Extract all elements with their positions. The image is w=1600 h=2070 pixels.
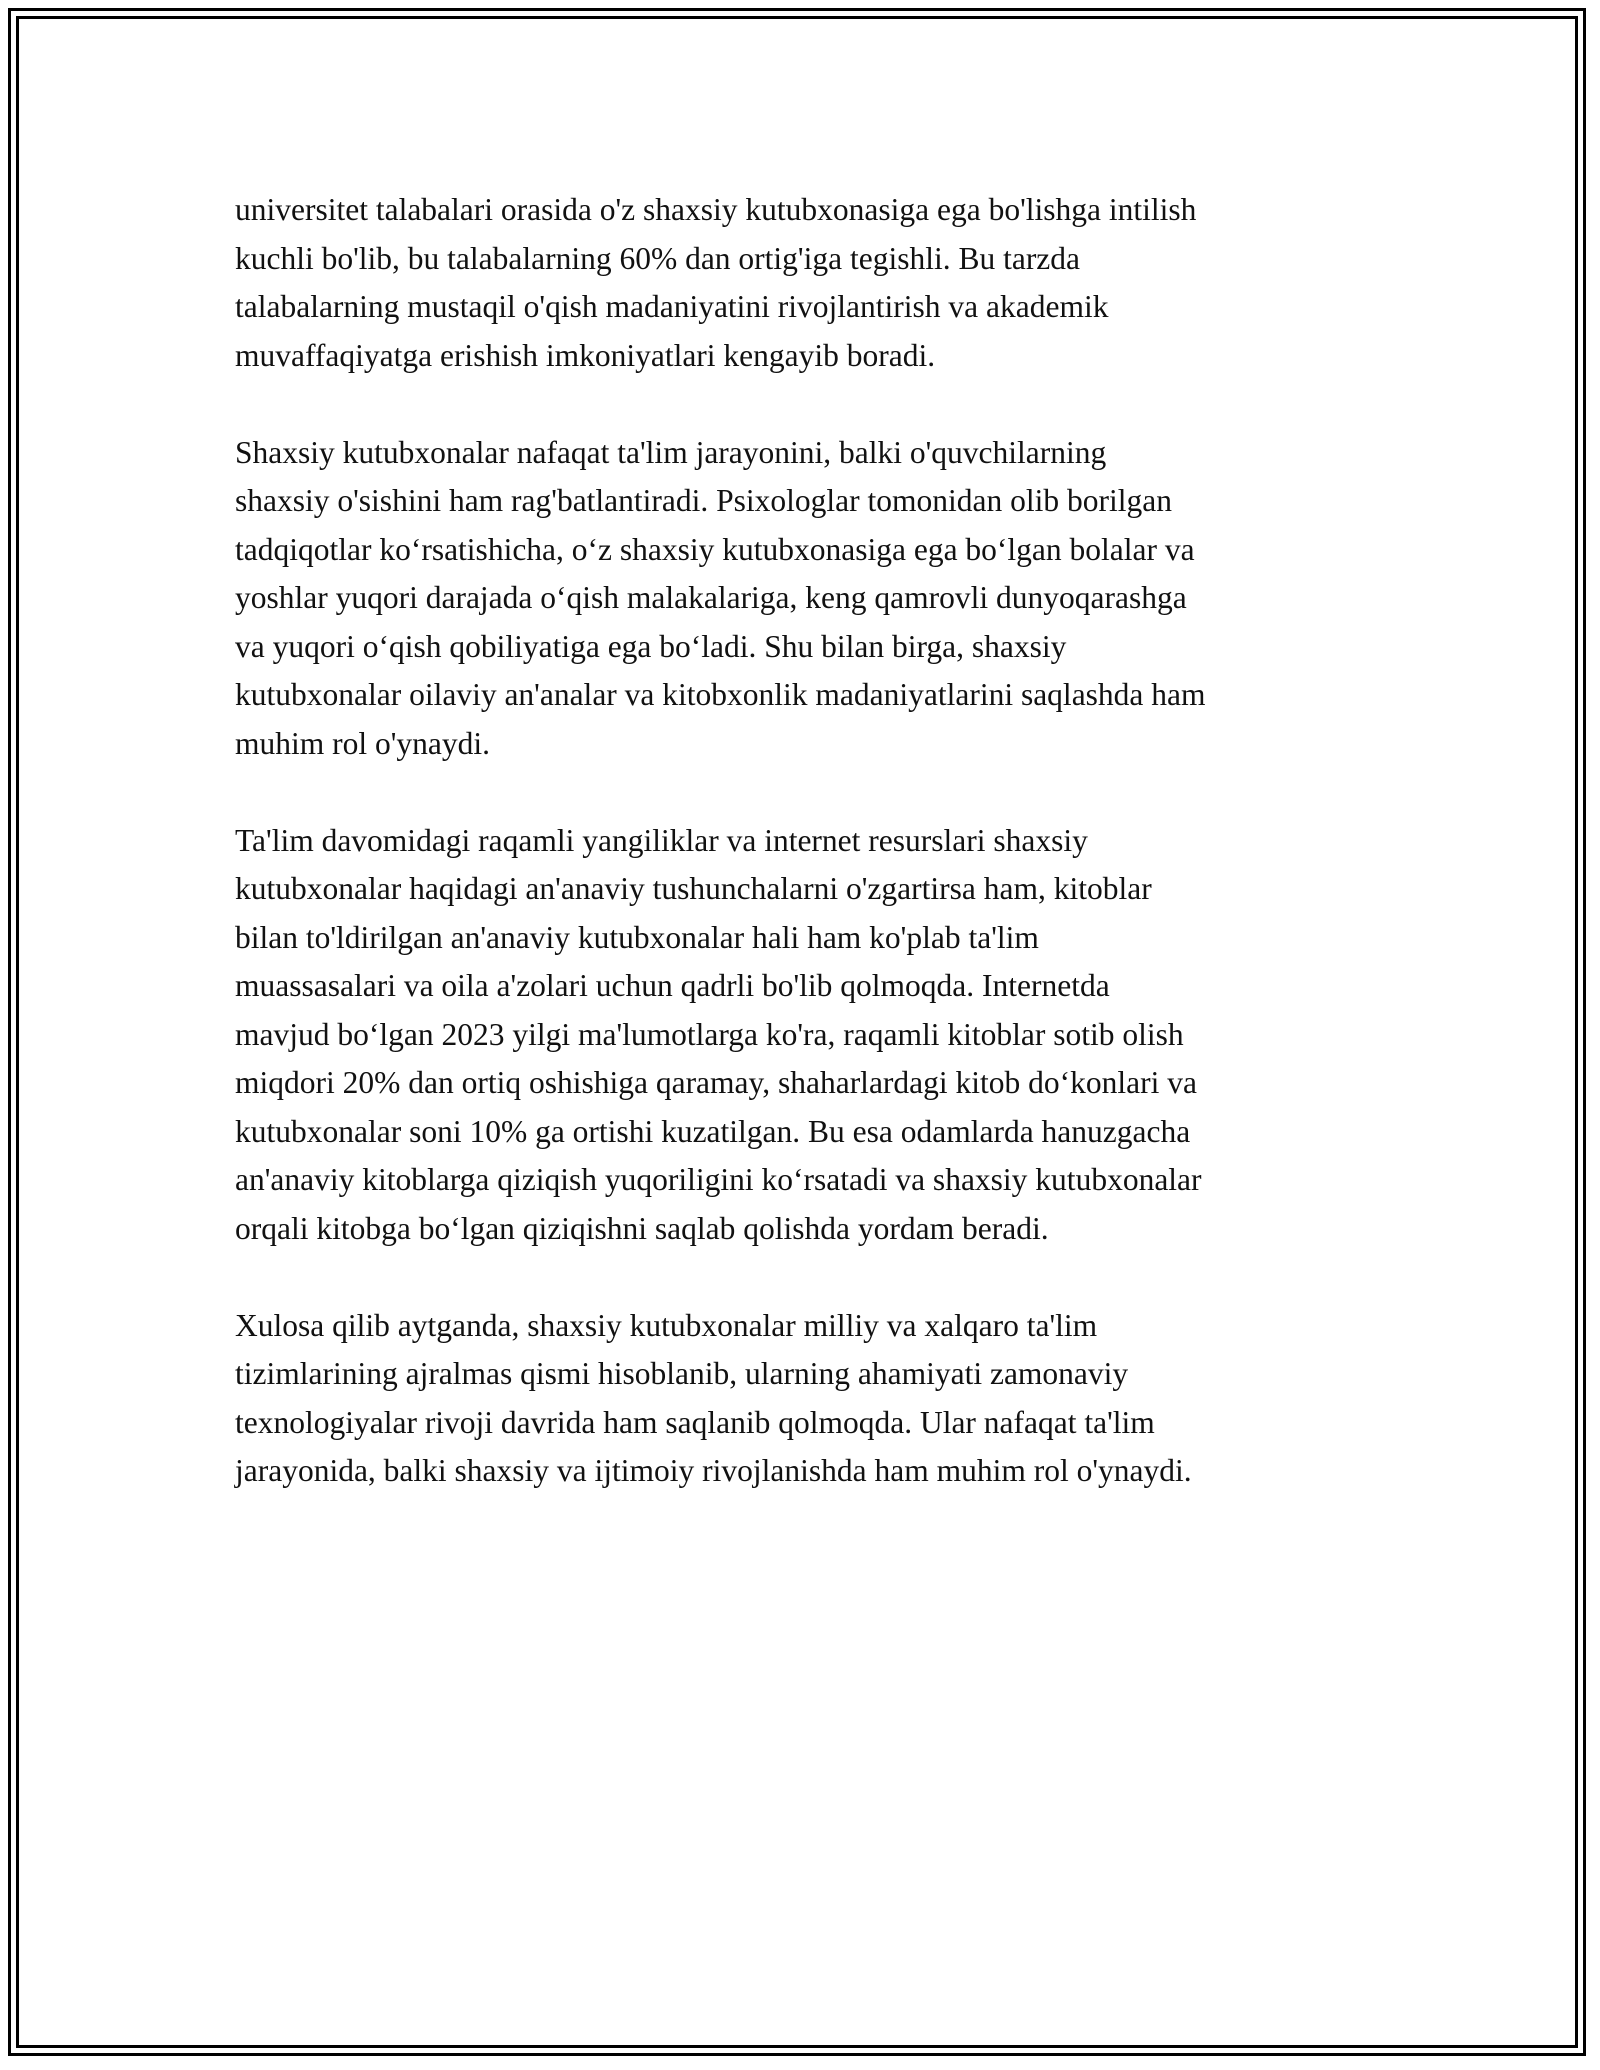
text-line: orqali kitobga boʻlgan qiziqishni saqlab qolishda yordam beradi.: [235, 1210, 1049, 1246]
text-line: kutubxonalar haqidagi an'anaviy tushunchalarni o'zgartirsa ham, kitoblar: [235, 871, 1152, 906]
text-line: yoshlar yuqori darajada oʻqish malakalariga, keng qamrovli dunyoqarashga: [235, 580, 1187, 615]
text-line: jarayonida, balki shaxsiy va ijtimoiy rivojlanishda ham muhim rol o'ynaydi.: [235, 1453, 1192, 1488]
text-line: universitet talabalari orasida o'z shaxsiy kutubxonasiga ega bo'lishga intilish: [235, 192, 1197, 227]
text-line: bilan to'ldirilgan an'anaviy kutubxonalar hali ham ko'plab ta'lim: [235, 919, 1039, 955]
paragraph-4: [235, 1302, 1370, 1496]
text-line: Ta'lim davomidagi raqamli yangiliklar va internet resurslari shaxsiy: [235, 822, 1088, 858]
text-line: texnologiyalar rivoji davrida ham saqlanib qolmoqda. Ular nafaqat ta'lim: [235, 1404, 1155, 1440]
text-line: tadqiqotlar koʻrsatishicha, oʻz shaxsiy kutubxonasiga ega boʻlgan bolalar va: [235, 531, 1195, 567]
text-line: an'anaviy kitoblarga qiziqish yuqoriligini koʻrsatadi va shaxsiy kutubxonalar: [235, 1162, 1202, 1197]
text-line: va yuqori oʻqish qobiliyatiga ega boʻladi. Shu bilan birga, shaxsiy: [235, 628, 1067, 664]
text-line: kuchli bo'lib, bu talabalarning 60% dan ortig'iga tegishli. Bu tarzda: [235, 240, 1081, 276]
text-line: kutubxonalar oilaviy an'analar va kitobxonlik madaniyatlarini saqlashda ham: [235, 677, 1206, 712]
text-line: Xulosa qilib aytganda, shaxsiy kutubxonalar milliy va xalqaro ta'lim: [235, 1307, 1098, 1343]
paragraph-1: [235, 186, 1370, 380]
text-line: talabalarning mustaqil o'qish madaniyatini rivojlantirish va akademik: [235, 289, 1109, 324]
document-body: [235, 186, 1370, 1544]
paragraph-2: [235, 429, 1370, 769]
text-line: Shaxsiy kutubxonalar nafaqat ta'lim jarayonini, balki o'quvchilarning: [235, 434, 1107, 470]
text-line: mavjud boʻlgan 2023 yilgi ma'lumotlarga ko'ra, raqamli kitoblar sotib olish: [235, 1016, 1184, 1052]
paragraph-3: [235, 817, 1370, 1254]
text-line: miqdori 20% dan ortiq oshishiga qaramay, shaharlardagi kitob doʻkonlari va: [235, 1065, 1197, 1100]
text-line: muvaffaqiyatga erishish imkoniyatlari kengayib boradi.: [235, 337, 936, 373]
text-line: kutubxonalar soni 10% ga ortishi kuzatilgan. Bu esa odamlarda hanuzgacha: [235, 1113, 1191, 1149]
text-line: muassasalari va oila a'zolari uchun qadrli bo'lib qolmoqda. Internetda: [235, 968, 1110, 1003]
text-line: tizimlarining ajralmas qismi hisoblanib, ularning ahamiyati zamonaviy: [235, 1356, 1129, 1391]
text-line: muhim rol o'ynaydi.: [235, 725, 491, 761]
text-line: shaxsiy o'sishini ham rag'batlantiradi. Psixologlar tomonidan olib borilgan: [235, 483, 1172, 518]
